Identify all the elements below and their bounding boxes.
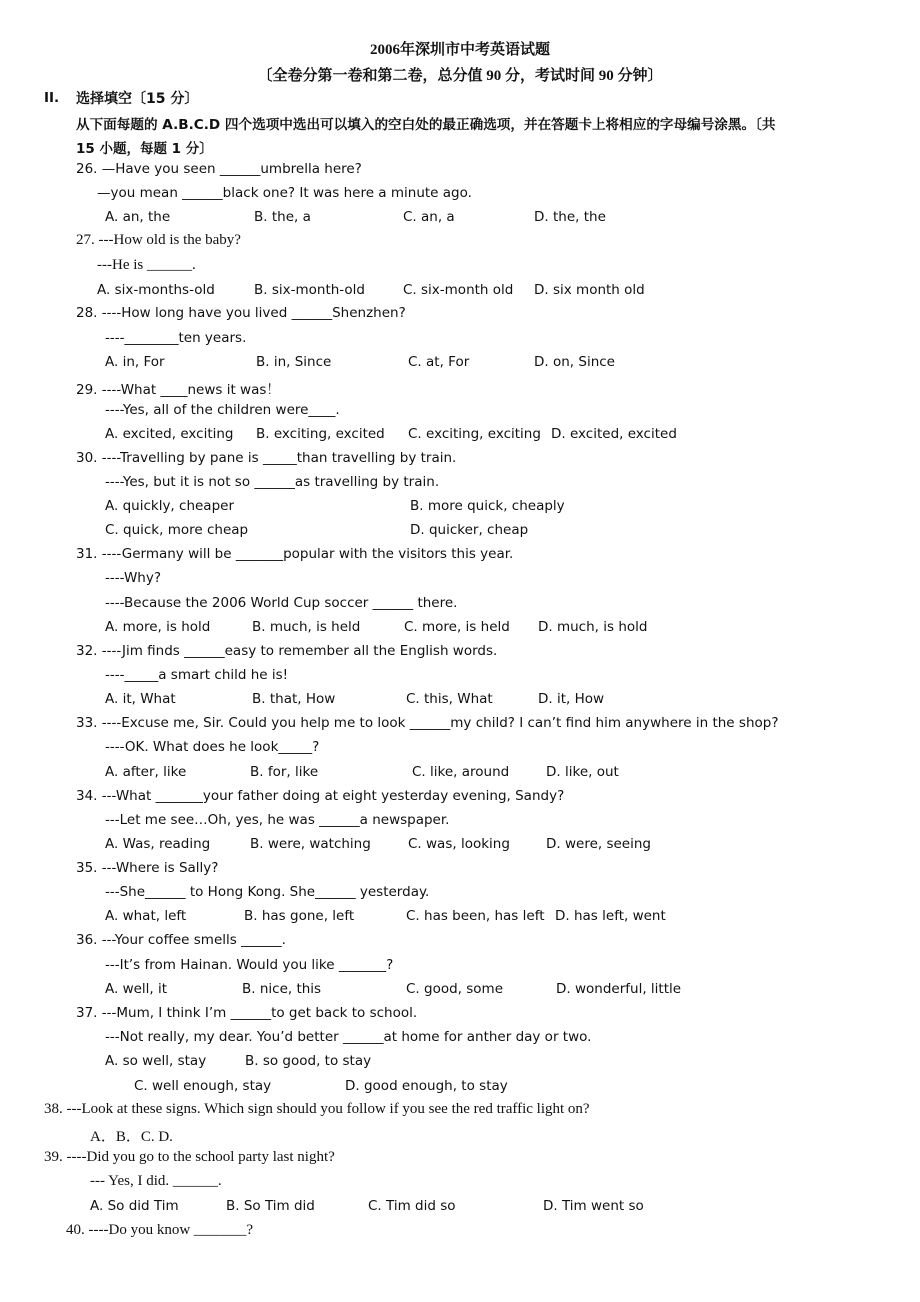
question-40: 40. ----Do you know _______? bbox=[66, 1222, 254, 1238]
q29-option-c: C. exciting, exciting bbox=[408, 426, 541, 442]
q28-option-a: A. in, For bbox=[105, 354, 165, 370]
q38-options: A．B．C. D. bbox=[90, 1129, 173, 1145]
q26-option-a: A. an, the bbox=[105, 209, 171, 225]
question-31-reply-2: ----Because the 2006 World Cup soccer ______ there. bbox=[105, 595, 458, 611]
question-32-reply: ----_____a smart child he is! bbox=[105, 667, 289, 683]
question-30: 30. ----Travelling by pane is _____than travelling by train. bbox=[76, 450, 457, 466]
section-title: 选择填空〔15 分〕 bbox=[76, 91, 199, 107]
q33-option-c: C. like, around bbox=[412, 764, 510, 780]
q34-option-d: D. were, seeing bbox=[546, 836, 651, 852]
q32-option-c: C. this, What bbox=[406, 691, 493, 707]
question-28-reply: ----________ten years. bbox=[105, 330, 247, 346]
q26-option-c: C. an, a bbox=[403, 209, 455, 225]
q37-option-c: C. well enough, stay bbox=[134, 1078, 272, 1094]
q39-option-d: D. Tim went so bbox=[543, 1198, 644, 1214]
section-instruction-cont: 15 小题，每题 1 分〕 bbox=[76, 141, 213, 157]
q36-option-b: B. nice, this bbox=[242, 981, 322, 997]
question-26: 26. —Have you seen ______umbrella here? bbox=[76, 161, 362, 177]
q33-option-d: D. like, out bbox=[546, 764, 619, 780]
q34-option-c: C. was, looking bbox=[408, 836, 510, 852]
q36-option-c: C. good, some bbox=[406, 981, 503, 997]
q27-option-c: C. six-month old bbox=[403, 282, 514, 298]
page-subtitle: 〔全卷分第一卷和第二卷，总分值 90 分，考试时间 90 分钟〕 bbox=[257, 68, 663, 84]
section-number: II. bbox=[44, 90, 60, 106]
q36-option-d: D. wonderful, little bbox=[556, 981, 682, 997]
q28-option-b: B. in, Since bbox=[256, 354, 332, 370]
q37-option-a: A. so well, stay bbox=[105, 1053, 207, 1069]
question-33-reply: ----OK. What does he look_____? bbox=[105, 739, 320, 755]
q27-option-b: B. six-month-old bbox=[254, 282, 366, 298]
question-33: 33. ----Excuse me, Sir. Could you help me to look ______my child? I can’t find him anywhere in the shop? bbox=[76, 715, 779, 731]
q30-option-a: A. quickly, cheaper bbox=[105, 498, 235, 514]
q31-option-b: B. much, is held bbox=[252, 619, 361, 635]
q31-option-a: A. more, is hold bbox=[105, 619, 211, 635]
q31-option-d: D. much, is hold bbox=[538, 619, 648, 635]
q26-option-b: B. the, a bbox=[254, 209, 311, 225]
q27-option-d: D. six month old bbox=[534, 282, 645, 298]
q29-option-d: D. excited, excited bbox=[551, 426, 677, 442]
question-35-reply: ---She______ to Hong Kong. She______ yesterday. bbox=[105, 884, 430, 900]
question-34-reply: ---Let me see…Oh, yes, he was ______a newspaper. bbox=[105, 812, 450, 828]
q28-option-c: C. at, For bbox=[408, 354, 470, 370]
q35-option-c: C. has been, has left bbox=[406, 908, 545, 924]
q39-option-c: C. Tim did so bbox=[368, 1198, 456, 1214]
question-37-reply: ---Not really, my dear. You’d better ______at home for anther day or two. bbox=[105, 1029, 592, 1045]
question-39-reply: --- Yes, I did. ______. bbox=[90, 1173, 222, 1189]
q34-option-a: A. Was, reading bbox=[105, 836, 211, 852]
question-35: 35. ---Where is Sally? bbox=[76, 860, 219, 876]
question-31-reply: ----Why? bbox=[105, 570, 161, 586]
q29-option-a: A. excited, exciting bbox=[105, 426, 234, 442]
q26-option-d: D. the, the bbox=[534, 209, 606, 225]
question-26-reply: —you mean ______black one? It was here a minute ago. bbox=[97, 185, 472, 201]
q28-option-d: D. on, Since bbox=[534, 354, 615, 370]
question-39: 39. ----Did you go to the school party last night? bbox=[44, 1149, 335, 1165]
q39-option-a: A. So did Tim bbox=[90, 1198, 179, 1214]
question-32: 32. ----Jim finds ______easy to remember all the English words. bbox=[76, 643, 498, 659]
question-29-reply: ----Yes, all of the children were____. bbox=[105, 402, 340, 418]
question-30-reply: ----Yes, but it is not so ______as travelling by train. bbox=[105, 474, 440, 490]
q30-option-b: B. more quick, cheaply bbox=[410, 498, 565, 514]
q30-option-c: C. quick, more cheap bbox=[105, 522, 249, 538]
question-36-reply: ---It’s from Hainan. Would you like _______? bbox=[105, 957, 394, 973]
question-28: 28. ----How long have you lived ______Shenzhen? bbox=[76, 305, 406, 321]
q37-option-d: D. good enough, to stay bbox=[345, 1078, 508, 1094]
question-27-reply: ---He is ______. bbox=[97, 257, 196, 273]
section-instruction: 从下面每题的 A.B.C.D 四个选项中选出可以填入的空白处的最正确选项，并在答题卡上将相应的字母编号涂黑。〔共 bbox=[76, 117, 776, 133]
page-title: 2006年深圳市中考英语试题 bbox=[369, 42, 550, 58]
q33-option-b: B. for, like bbox=[250, 764, 319, 780]
q34-option-b: B. were, watching bbox=[250, 836, 371, 852]
question-29: 29. ----What ____news it was！ bbox=[76, 382, 280, 398]
q30-option-d: D. quicker, cheap bbox=[410, 522, 529, 538]
q27-option-a: A. six-months-old bbox=[97, 282, 215, 298]
q32-option-d: D. it, How bbox=[538, 691, 605, 707]
question-31: 31. ----Germany will be _______popular with the visitors this year. bbox=[76, 546, 514, 562]
q37-option-b: B. so good, to stay bbox=[245, 1053, 372, 1069]
question-38: 38. ---Look at these signs. Which sign should you follow if you see the red traffic light on? bbox=[44, 1101, 590, 1117]
q35-option-a: A. what, left bbox=[105, 908, 187, 924]
q29-option-b: B. exciting, excited bbox=[256, 426, 385, 442]
question-27: 27. ---How old is the baby? bbox=[76, 232, 241, 248]
q32-option-b: B. that, How bbox=[252, 691, 336, 707]
question-34: 34. ---What _______your father doing at eight yesterday evening, Sandy? bbox=[76, 788, 565, 804]
q35-option-b: B. has gone, left bbox=[244, 908, 355, 924]
q36-option-a: A. well, it bbox=[105, 981, 168, 997]
q31-option-c: C. more, is held bbox=[404, 619, 510, 635]
question-36: 36. ---Your coffee smells ______. bbox=[76, 932, 286, 948]
question-37: 37. ---Mum, I think I’m ______to get back to school. bbox=[76, 1005, 418, 1021]
q35-option-d: D. has left, went bbox=[555, 908, 666, 924]
q32-option-a: A. it, What bbox=[105, 691, 176, 707]
q33-option-a: A. after, like bbox=[105, 764, 187, 780]
q39-option-b: B. So Tim did bbox=[226, 1198, 315, 1214]
